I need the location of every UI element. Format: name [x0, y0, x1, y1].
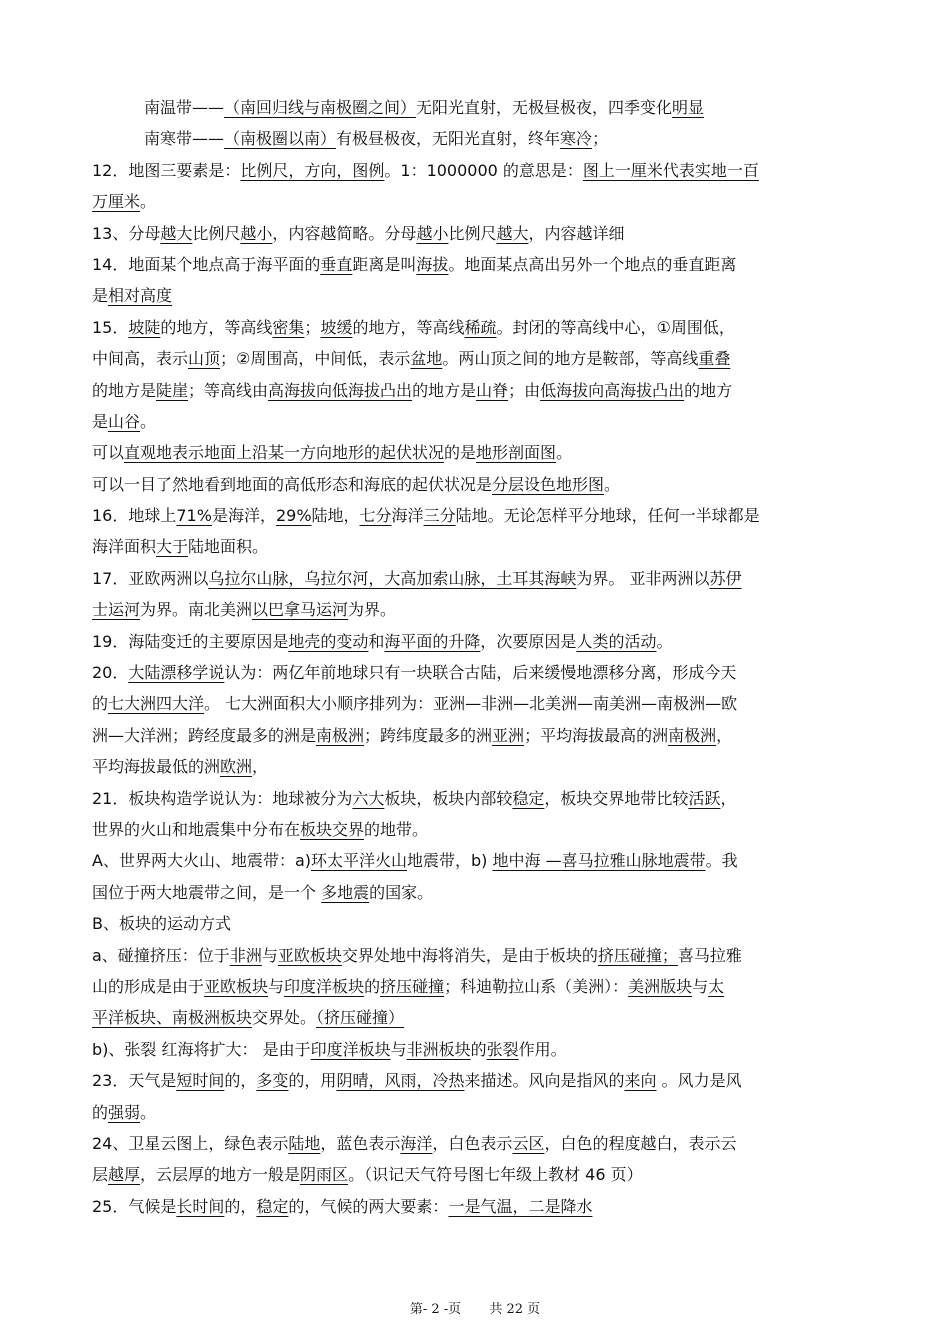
underlined-term: 一是气温，二是降水: [448, 1196, 593, 1216]
text-segment: 南温带——: [144, 98, 225, 117]
text-segment: 有极昼极夜，无阳光直射，终年: [336, 129, 561, 149]
underlined-term: 地壳的变动: [288, 631, 369, 651]
text-segment: ，内容越简略。分母: [272, 223, 417, 243]
underlined-term: 挤压碰撞；: [597, 945, 678, 965]
underlined-term: 南极洲: [668, 725, 717, 745]
text-segment: a、碰撞挤压：位于: [92, 945, 230, 965]
underlined-term: 明显: [672, 98, 705, 117]
underlined-term: 长时间: [176, 1196, 225, 1216]
page-total: 共 22 页: [489, 1302, 541, 1317]
text-segment: 比例尺: [192, 223, 241, 243]
text-segment: 的地方: [684, 380, 733, 400]
text-line: [92, 280, 870, 311]
underlined-term: 越大: [160, 223, 193, 243]
text-segment: ，白色表示: [432, 1133, 513, 1153]
text-line: [92, 469, 870, 500]
text-line: [92, 1097, 870, 1128]
text-line: [92, 249, 870, 280]
underlined-term: 人类的活动: [576, 631, 657, 651]
underlined-term: 29%: [275, 506, 312, 526]
text-segment: 洲—大洋洲；跨经度最多的洲是: [92, 725, 317, 745]
text-segment: 的: [92, 694, 109, 714]
text-segment: 。封闭的等高线中心，①周围低，: [496, 317, 735, 337]
text-segment: 的地方，等高线: [352, 317, 465, 337]
text-segment: 的，气候的两大要素：: [288, 1196, 449, 1216]
text-segment: 15．: [92, 317, 129, 337]
text-segment: 。: [604, 474, 621, 494]
text-segment: 。风力是风: [656, 1071, 742, 1091]
underlined-term: 越小: [416, 223, 449, 243]
text-segment: 。: [556, 443, 573, 463]
text-segment: 为界。南北美洲: [140, 600, 253, 620]
text-segment: 19．海陆变迁的主要原因是: [92, 631, 289, 651]
text-segment: 世界的火山和地震集中分布在: [92, 819, 301, 839]
text-line: [92, 1034, 870, 1065]
underlined-term: 南极洲: [316, 725, 365, 745]
underlined-term: 大陆漂移学说: [128, 663, 225, 683]
text-segment: 可以一目了然地看到地面的高低形态和海底的起伏状况是: [92, 474, 493, 494]
underlined-term: 山顶: [188, 349, 221, 369]
text-segment: 16．地球上: [92, 506, 177, 526]
underlined-term: 活跃: [688, 788, 721, 808]
underlined-term: 重叠: [698, 349, 731, 369]
text-segment: 17．亚欧两洲以: [92, 568, 209, 588]
text-line: [92, 1065, 870, 1096]
underlined-term: 太: [708, 976, 725, 996]
text-segment: 与: [261, 945, 278, 965]
text-line: [92, 908, 870, 939]
text-segment: ，: [716, 725, 733, 745]
text-segment: 的，: [224, 1071, 257, 1091]
text-line: [92, 123, 870, 154]
text-segment: A、世界两大火山、地震带：a): [92, 851, 311, 871]
underlined-term: 地中海 —喜马拉雅山脉地震带: [492, 851, 706, 871]
text-line: [92, 845, 870, 876]
text-segment: 的地方是: [92, 380, 157, 400]
text-segment: b)、张裂 红海将扩大： 是由于: [92, 1039, 311, 1059]
text-segment: 交界处。: [252, 1008, 317, 1028]
text-segment: ，内容越详细: [528, 223, 625, 243]
underlined-term: 高海拔向低海拔凸出: [268, 380, 413, 400]
underlined-term: 稀疏: [464, 317, 497, 337]
text-line: [92, 531, 870, 562]
text-segment: 喜马拉雅: [677, 945, 742, 965]
text-segment: 是海洋，: [211, 506, 276, 526]
text-segment: 的: [470, 1039, 487, 1059]
underlined-term: 稳定: [256, 1196, 289, 1216]
text-segment: ；科迪勒拉山系（美洲）：: [444, 976, 629, 996]
text-segment: 交界处地中海将消失，是由于板块的: [341, 945, 598, 965]
text-line: [92, 500, 870, 531]
text-line: [92, 406, 870, 437]
text-line: [92, 218, 870, 249]
text-segment: 的地带。: [364, 819, 429, 839]
text-segment: 25．气候是: [92, 1196, 177, 1216]
text-segment: 山的形成是由于: [92, 976, 205, 996]
text-segment: 为界。 亚非两洲以: [576, 568, 710, 588]
page-number: 第- 2 -页: [409, 1302, 462, 1317]
text-segment: 陆地面积。: [188, 537, 269, 557]
text-line: [92, 594, 870, 625]
text-segment: 。: [140, 1102, 157, 1122]
text-segment: 来描述。风向是指风的: [464, 1071, 625, 1091]
underlined-term: 越小: [240, 223, 273, 243]
text-segment: ；跨纬度最多的洲: [364, 725, 493, 745]
text-line: [92, 971, 870, 1002]
underlined-term: 非洲板块: [406, 1039, 471, 1059]
text-segment: 中间高，表示: [92, 349, 189, 369]
text-line: [92, 814, 870, 845]
underlined-term: 分层设色地形图: [492, 474, 605, 494]
text-segment: 地震带，b): [407, 851, 493, 871]
underlined-term: 海拔: [416, 254, 449, 274]
underlined-term: 山谷: [108, 411, 141, 431]
text-segment: 层: [92, 1165, 109, 1185]
text-segment: 的国家。: [369, 882, 434, 902]
underlined-term: 寒冷: [560, 129, 593, 149]
text-segment: 板块，板块内部较: [384, 788, 513, 808]
text-segment: ；: [304, 317, 321, 337]
text-line: [92, 375, 870, 406]
text-segment: 。两山顶之间的地方是鞍部，等高线: [442, 349, 699, 369]
underlined-term: 直观地表示地面上沿某一方向地形的起伏状况: [124, 443, 445, 463]
text-segment: 作用。: [518, 1039, 567, 1059]
underlined-term: 陡崖: [156, 380, 189, 400]
underlined-term: 印度洋板块: [310, 1039, 391, 1059]
underlined-term: 来向: [624, 1071, 657, 1091]
text-line: [92, 751, 870, 782]
text-segment: 24、卫星云图上，绿色表示: [92, 1133, 289, 1153]
text-line: [92, 1128, 870, 1159]
text-segment: 与: [692, 976, 709, 996]
text-segment: 。: [140, 192, 157, 212]
underlined-term: 亚洲: [492, 725, 525, 745]
underlined-term: 以巴拿马运河: [252, 600, 349, 620]
underlined-term: 密集: [272, 317, 305, 337]
text-line: [92, 1002, 870, 1033]
text-segment: ；平均海拔最高的洲: [524, 725, 669, 745]
text-line: [92, 940, 870, 971]
text-segment: ；②周围高，中间低，表示: [220, 349, 411, 369]
text-segment: 的地方，等高线: [160, 317, 273, 337]
underlined-term: 美洲版块: [628, 976, 693, 996]
underlined-term: 欧洲: [220, 757, 253, 777]
underlined-term: 多地震: [321, 882, 370, 902]
underlined-term: （南回归线与南极圈之间）: [224, 98, 417, 117]
text-segment: 海洋面积: [92, 537, 157, 557]
text-segment: 。（识记天气符号图七年级上教材 46 页）: [348, 1165, 643, 1185]
text-segment: 。 七大洲面积大小顺序排列为：亚洲—非洲—北美洲—南美洲—南极洲—欧: [204, 694, 738, 714]
text-segment: 14．地面某个地点高于海平面的: [92, 254, 321, 274]
text-segment: 是: [92, 286, 109, 306]
text-segment: ，白色的程度越白，表示云: [544, 1133, 737, 1153]
text-line: [92, 437, 870, 468]
underlined-term: 低海拔向高海拔凸出: [540, 380, 685, 400]
text-segment: 是: [92, 411, 109, 431]
text-line: [92, 343, 870, 374]
text-segment: 陆地。无论怎样平分地球，任何一半球都是: [455, 506, 760, 526]
underlined-term: 阴晴，风雨，冷热: [336, 1071, 465, 1091]
text-segment: 国位于两大地震带之间，是一个: [92, 882, 322, 902]
text-segment: 为界。: [348, 600, 397, 620]
text-segment: B、板块的运动方式: [92, 914, 231, 934]
text-segment: 认为：两亿年前地球只有一块联合古陆，后来缓慢地漂移分离，形成今天: [224, 663, 737, 683]
document-body: [92, 92, 870, 1222]
underlined-term: 亚欧板块: [204, 976, 269, 996]
underlined-term: 海洋: [400, 1133, 433, 1153]
underlined-term: 山脊: [476, 380, 509, 400]
underlined-term: 地形剖面图: [476, 443, 557, 463]
underlined-term: 非洲: [229, 945, 262, 965]
text-segment: ，云层厚的地方一般是: [140, 1165, 301, 1185]
underlined-term: 七分: [359, 506, 392, 526]
text-segment: 无阳光直射，无极昼极夜，四季变化: [416, 98, 673, 117]
text-segment: 的: [364, 976, 381, 996]
text-segment: 陆地，: [311, 506, 360, 526]
text-line: [92, 92, 870, 123]
text-segment: 23．天气是: [92, 1071, 177, 1091]
text-segment: 。1：1000000 的意思是：: [384, 160, 583, 180]
text-line: [92, 563, 870, 594]
underlined-term: 强弱: [108, 1102, 141, 1122]
underlined-term: 板块交界: [300, 819, 365, 839]
underlined-term: 多变: [256, 1071, 289, 1091]
text-segment: 的，用: [288, 1071, 337, 1091]
underlined-term: 坡缓: [320, 317, 353, 337]
underlined-term: 陆地: [288, 1133, 321, 1153]
underlined-term: 张裂: [486, 1039, 519, 1059]
underlined-term: 士运河: [92, 600, 141, 620]
text-segment: 与: [390, 1039, 407, 1059]
underlined-term: 比例尺，方向，图例: [240, 160, 385, 180]
text-line: [92, 877, 870, 908]
underlined-term: 大于: [156, 537, 189, 557]
text-line: [92, 657, 870, 688]
text-segment: 21．板块构造学说认为：地球被分为: [92, 788, 353, 808]
text-segment: ，: [720, 788, 737, 808]
underlined-term: 苏伊: [709, 568, 742, 588]
text-segment: 海洋: [391, 506, 424, 526]
text-segment: 的: [92, 1102, 109, 1122]
text-segment: ；: [592, 129, 609, 149]
underlined-term: （挤压碰撞）: [316, 1008, 405, 1028]
underlined-term: 垂直: [320, 254, 353, 274]
text-segment: ，次要原因是: [480, 631, 577, 651]
text-line: [92, 186, 870, 217]
underlined-term: 短时间: [176, 1071, 225, 1091]
text-segment: 南寒带——: [144, 129, 225, 149]
text-segment: ；由: [508, 380, 541, 400]
underlined-term: 相对高度: [108, 286, 173, 306]
underlined-term: 盆地: [410, 349, 443, 369]
underlined-term: 71%: [176, 506, 212, 526]
underlined-term: 乌拉尔山脉，乌拉尔河，大高加索山脉，土耳其海峡: [208, 568, 577, 588]
underlined-term: 稳定: [512, 788, 545, 808]
text-segment: 12．地图三要素是：: [92, 160, 241, 180]
text-segment: 距离是叫: [352, 254, 417, 274]
text-segment: 。我: [705, 851, 738, 871]
underlined-term: 环太平洋火山: [311, 851, 408, 871]
underlined-term: （南极圈以南）: [224, 129, 337, 149]
underlined-term: 坡陡: [128, 317, 161, 337]
underlined-term: 六大: [352, 788, 385, 808]
text-segment: 20．: [92, 663, 129, 683]
text-segment: ，: [252, 757, 269, 777]
underlined-term: 万厘米: [92, 192, 141, 212]
text-segment: ，蓝色表示: [320, 1133, 401, 1153]
text-line: [92, 626, 870, 657]
underlined-term: 图上一厘米代表实地一百: [582, 160, 759, 180]
text-segment: 比例尺: [448, 223, 497, 243]
underlined-term: 越厚: [108, 1165, 141, 1185]
underlined-term: 亚欧板块: [277, 945, 342, 965]
underlined-term: 挤压碰撞: [380, 976, 445, 996]
underlined-term: 阴雨区: [300, 1165, 349, 1185]
text-segment: 。地面某点高出另外一个地点的垂直距离: [448, 254, 737, 274]
text-segment: ，板块交界地带比较: [544, 788, 689, 808]
text-segment: 的是: [444, 443, 477, 463]
underlined-term: 印度洋板块: [284, 976, 365, 996]
underlined-term: 越大: [496, 223, 529, 243]
underlined-term: 三分: [423, 506, 456, 526]
text-line: [92, 312, 870, 343]
text-segment: 的地方是: [412, 380, 477, 400]
page-footer: [0, 1298, 950, 1317]
text-segment: 。: [140, 411, 157, 431]
text-line: [92, 1191, 870, 1222]
text-segment: 与: [268, 976, 285, 996]
underlined-term: 平洋板块、南极洲板块: [92, 1008, 253, 1028]
text-line: [92, 155, 870, 186]
text-segment: 。: [656, 631, 673, 651]
text-segment: 的，: [224, 1196, 257, 1216]
text-segment: 平均海拔最低的洲: [92, 757, 221, 777]
underlined-term: 海平面的升降: [384, 631, 481, 651]
text-line: [92, 1159, 870, 1190]
text-line: [92, 688, 870, 719]
text-line: [92, 783, 870, 814]
text-line: [92, 720, 870, 751]
text-segment: 和: [368, 631, 385, 651]
underlined-term: 七大洲四大洋: [108, 694, 205, 714]
text-segment: 13、分母: [92, 223, 161, 243]
text-segment: 可以: [92, 443, 125, 463]
text-segment: ；等高线由: [188, 380, 269, 400]
underlined-term: 云区: [512, 1133, 545, 1153]
